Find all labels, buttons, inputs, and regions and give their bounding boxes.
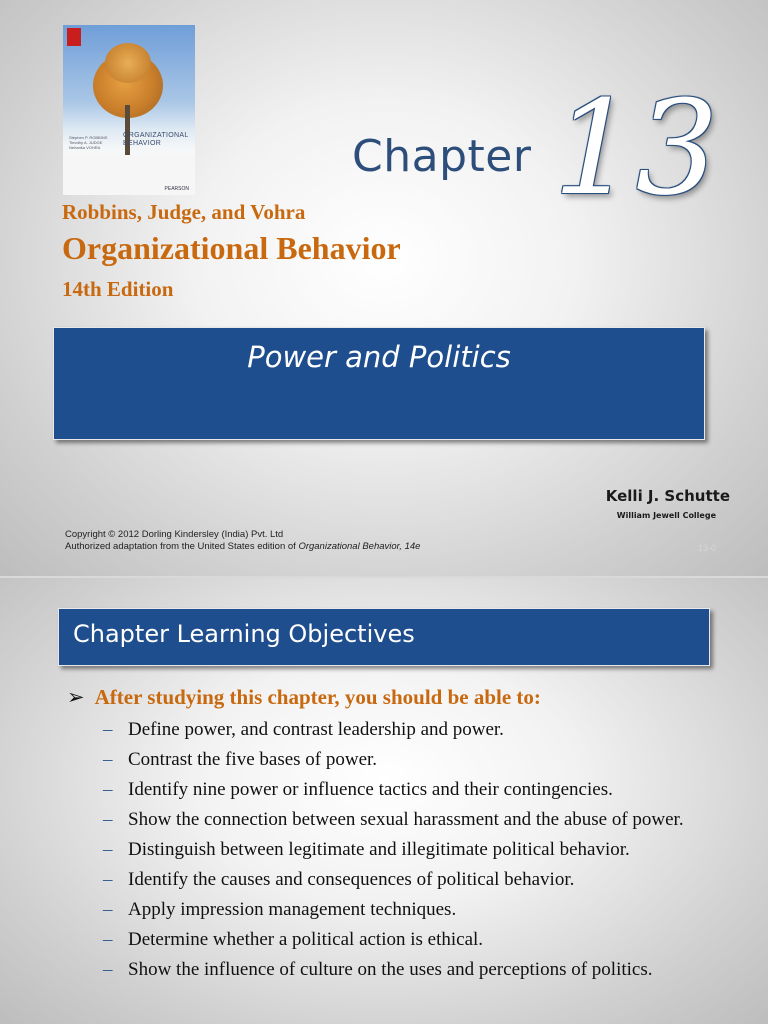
copyright-line2-prefix: Authorized adaptation from the United States edition of [65,541,299,552]
slide-number: 13-0 [698,543,717,553]
dash-bullet-icon: – [103,779,113,800]
objective-item [103,746,743,773]
cover-title-line2: BEHAVIOR [123,140,162,147]
objective-text: Determine whether a political action is ethical. [128,929,484,950]
cover-authors [69,135,107,150]
cover-title-line1: ORGANIZATIONAL [123,132,189,139]
objective-text: Identify the causes and consequences of political behavior. [128,869,575,890]
dash-bullet-icon: – [103,809,113,830]
dash-bullet-icon: – [103,719,113,740]
presenter-name: Kelli J. Schutte [605,487,730,505]
dash-bullet-icon: – [103,869,113,890]
objectives-title: Chapter Learning Objectives [73,620,415,648]
objective-item [103,836,743,863]
objective-item [103,896,743,923]
objectives-list [103,716,743,986]
chapter-label: Chapter [352,131,532,182]
objective-item [103,926,743,953]
cover-publisher: PEARSON [164,186,189,192]
copyright-line1: Copyright © 2012 Dorling Kindersley (India) Pvt. Ltd [65,529,284,540]
dash-bullet-icon: – [103,839,113,860]
objective-text: Apply impression management techniques. [128,899,457,920]
objective-text: Contrast the five bases of power. [128,749,378,770]
cover-author-text: Stephen P. ROBBINS Timothy A. JUDGE Neharika VOHRA [69,135,108,150]
copyright-line2-italic: Organizational Behavior, 14e [298,541,421,552]
objective-text: Define power, and contrast leadership and power. [128,719,504,740]
objectives-lead [67,685,541,710]
copyright-notice [65,529,425,553]
cover-title [123,132,189,148]
book-authors: Robbins, Judge, and Vohra [62,200,306,224]
objective-item [103,806,743,833]
objective-text: Distinguish between legitimate and illegitimate political behavior. [128,839,630,860]
objective-item [103,776,743,803]
copyright-line2 [65,541,425,553]
dash-bullet-icon: – [103,749,113,770]
objective-item [103,716,743,743]
objective-item [103,956,743,983]
chapter-title: Power and Politics [247,340,511,374]
dash-bullet-icon: – [103,959,113,980]
objective-item [103,866,743,893]
objectives-title-banner [58,608,710,666]
presenter-institution: William Jewell College [616,511,716,520]
objectives-lead-text: After studying this chapter, you should be able to: [94,685,541,709]
dash-bullet-icon: – [103,929,113,950]
tree-crown-top [105,43,151,83]
objective-text: Identify nine power or influence tactics and their contingencies. [128,779,613,800]
book-title: Organizational Behavior [62,230,401,266]
book-cover-image [63,25,195,195]
dash-bullet-icon: – [103,899,113,920]
book-edition: 14th Edition [62,277,174,301]
chapter-title-banner [53,327,705,440]
edition-badge [67,28,81,46]
objective-text: Show the influence of culture on the uses and perceptions of politics. [128,959,653,980]
chapter-number: 13 [553,72,719,224]
arrow-bullet-icon: ➢ [67,685,85,709]
objectives-slide [0,578,768,1024]
objective-text: Show the connection between sexual harassment and the abuse of power. [128,809,684,830]
